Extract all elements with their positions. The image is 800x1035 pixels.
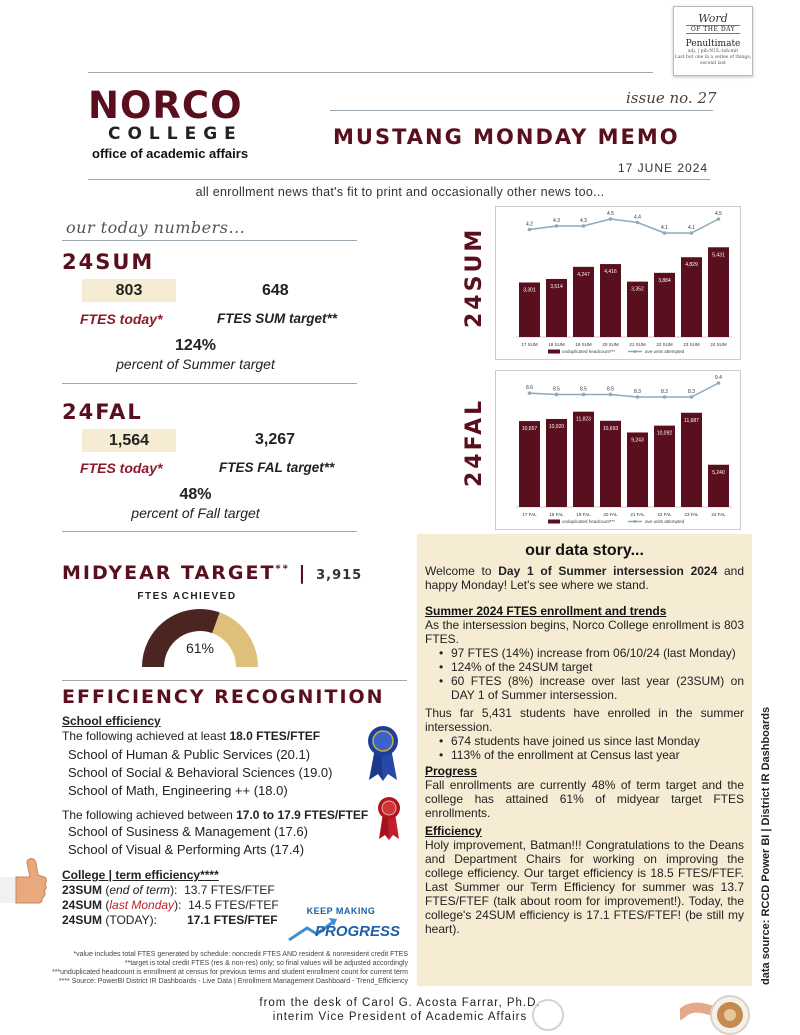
x-tick-label: 19 SUM [575,342,592,347]
tagline: all enrollment news that's fit to print and occasionally other news too... [195,185,605,199]
midyear-separator: | [298,562,308,584]
school-efficiency-heading: School efficiency [62,714,161,728]
bar-value-label: 11,687 [684,417,699,424]
sum-ftes-target: 648 [262,282,289,299]
legend-bar-swatch [548,350,560,354]
sum-rule [62,383,357,384]
data-story-panel [417,534,752,986]
legend-line-label: ave units attempted [645,349,685,354]
x-tick-label: 19 FAL [576,512,591,517]
bar-value-label: 3,514 [550,283,563,290]
office-name: office of academic affairs [92,146,249,161]
x-tick-label: 21 SUM [629,342,646,347]
coffee-ring-stain [528,995,568,1035]
ftes-achieved-label: FTES ACHIEVED [137,591,237,602]
line-value-label: 8.3 [634,389,641,395]
legend-line-label: ave units attempted [645,519,685,524]
line-point [636,221,640,225]
line-value-label: 4.5 [607,211,614,217]
line-point [663,395,667,399]
row-term: 23SUM [62,883,103,897]
group2-list [68,823,308,859]
chart-24fal [495,370,741,530]
line-value-label: 8.6 [526,385,533,392]
chart-fal-side-label: 24FAL [462,397,487,487]
line-value-label: 8.3 [688,389,695,395]
memo-date: 17 JUNE 2024 [618,161,709,175]
bar [519,421,540,507]
x-tick-label: 23 FAL [684,512,699,517]
college-efficiency-rows [62,883,279,928]
line-point [690,231,694,235]
line-value-label: 4.3 [580,218,587,224]
bar [654,426,675,507]
efficiency-row: 24SUM (TODAY): 17.1 FTES/FTEF [62,913,278,927]
x-tick-label: 17 FAL [522,512,537,517]
badge-top-text: KEEP MAKING [306,906,376,916]
midyear-sup: ** [275,563,290,575]
bar-value-label: 3,301 [523,287,536,294]
fal-ftes-today: 1,564 [82,429,176,452]
line-point [717,217,721,221]
efficiency-line-2-range: 17.0 to 17.9 FTES/FTEF [236,808,369,822]
bar-value-label: 4,247 [577,271,590,278]
wotd-subheader: OF THE DAY [686,25,740,34]
x-tick-label: 18 FAL [549,512,564,517]
bar-value-label: 10,092 [656,430,673,437]
fal-ftes-today-label: FTES today* [80,460,163,476]
bar-value-label: 10,657 [521,426,538,433]
badge-bottom-text: PROGRESS [315,923,401,940]
line-point [609,393,613,397]
row-term: 24SUM [62,898,103,912]
story-heading-summer: Summer 2024 FTES enrollment and trends [425,604,667,618]
row-value: 13.7 FTES/FTEF [184,883,275,897]
midyear-value: 3,915 [316,568,363,583]
legend-line-marker [634,350,637,353]
data-source-side-text: data source: RCCD Power BI | District IR Dashboards [760,706,772,985]
legend-line-marker [634,520,637,523]
row-paren: end of term [109,883,171,897]
bar-value-label: 5,240 [712,469,725,476]
line-value-label: 4.3 [553,218,560,224]
bar [681,257,702,337]
bar-value-label: 5,431 [712,252,725,259]
midyear-target [62,562,362,584]
line-point [717,381,721,385]
wotd-pronunciation: adj. | pih-NUL-tuh-mit [687,49,739,54]
bar [627,432,648,507]
wotd-word: Penultimate [685,39,741,49]
bar [681,413,702,507]
chart-24sum [495,206,741,360]
line-value-label: 4.2 [526,221,533,228]
story-paragraph: Thus far 5,431 students have enrolled in the summer intersession. [425,706,744,734]
footnote: ***unduplicated headcount is enrollment at census for previous terms and student enrollment count for current term [51,969,408,976]
legend-bar-label: unduplicated headcount*** [562,349,616,354]
line-point [609,217,613,221]
bar-value-label: 11,823 [576,416,591,423]
x-tick-label: 21 FAL [630,512,645,517]
story-title: our data story... [525,542,644,559]
story-intro [425,564,744,592]
bar-value-label: 10,920 [548,423,565,430]
efficiency-title: EFFICIENCY RECOGNITION [62,686,385,708]
bar [600,421,621,507]
line-point [555,224,559,228]
chart-24fal-svg [496,371,740,529]
wotd-header: Word [698,12,728,25]
today-heading: our today numbers... [66,218,246,237]
group1-school: School of Math, Engineering ++ (18.0) [68,783,288,798]
story-heading-progress: Progress [425,764,478,778]
row-term: 24SUM [62,913,103,927]
legend-bar-swatch [548,520,560,524]
coffee-cup-icon [680,985,755,1035]
story-bullet: • 113% of the enrollment at Census last year [451,748,744,762]
story-intro-b: and happy Monday! Let's see where we stand. [425,564,745,592]
line-value-label: 4.1 [688,225,695,231]
fal-percent: 48% [179,486,212,503]
x-tick-label: 20 SUM [602,342,619,347]
gauge-percent: 61% [185,640,215,656]
line-point [690,395,694,399]
sum-ftes-target-label: FTES SUM target** [217,311,338,326]
story-paragraph: As the intersession begins, Norco College enrollment is 803 FTES. [425,618,744,646]
line-value-label: 8.5 [553,386,560,393]
bar-value-label: 3,884 [658,277,671,284]
line-point [528,391,532,395]
footer-line-2: interim Vice President of Academic Affairs [272,1011,528,1023]
line-value-label: 8.3 [661,389,668,395]
midyear-gauge [140,603,260,671]
group1-list [68,746,332,800]
college-efficiency-heading: College | term efficiency**** [62,868,219,882]
top-rule [88,72,653,73]
bar-value-label: 4,416 [604,269,617,276]
fal-rule [62,531,357,532]
efficiency-rule [62,680,407,681]
fal-term-heading: 24FAL [62,400,143,424]
x-tick-label: 22 FAL [657,512,672,517]
legend-bar-label: unduplicated headcount*** [562,519,616,524]
chart-24sum-svg [496,207,740,359]
issue-rule [330,110,713,111]
footnote: *value includes total FTES generated by schedule: noncredit FTES AND resident & nonresident credit FTES [73,951,408,958]
x-tick-label: 17 SUM [521,342,538,347]
x-tick-label: 20 FAL [603,512,618,517]
wotd-definition: Last but one in a series of things; second last [674,55,752,66]
sum-ftes-today: 803 [82,279,176,302]
sum-percent-label: percent of Summer target [116,356,275,372]
sum-ftes-today-label: FTES today* [80,311,163,327]
line-point [555,393,559,397]
x-tick-label: 24 SUM [710,342,727,347]
row-value: 14.5 FTES/FTEF [188,898,279,912]
efficiency-line-1-threshold: 18.0 FTES/FTEF [229,729,321,743]
line-point [528,228,532,232]
x-tick-label: 24 FAL [711,512,726,517]
word-of-the-day-card [673,6,753,76]
bar [573,412,594,507]
row-paren: last Monday [109,898,175,912]
sum-percent: 124% [175,337,216,354]
efficiency-line-2 [62,808,368,823]
efficiency-line-2-text: The following achieved between [62,808,237,822]
line-value-label: 8.5 [607,386,614,393]
line-value-label: 4.1 [661,225,668,231]
footnotes [10,950,408,986]
sum-term-heading: 24SUM [62,250,155,274]
thumbs-up-icon [0,855,48,907]
footer-line-1: from the desk of Carol G. Acosta Farrar, Ph.D. [259,997,541,1009]
story-bullet: • 97 FTES (14%) increase from 06/10/24 (last Monday) [451,646,744,660]
keep-making-progress-badge [285,906,401,946]
x-tick-label: 22 SUM [656,342,673,347]
story-intro-a: Welcome to [425,564,499,578]
bar [708,247,729,337]
group1-school: School of Social & Behavioral Sciences (19.0) [68,765,333,780]
story-paragraph: Fall enrollments are currently 48% of term target and the college has attained 61% of midyear target FTES enrollments. [425,778,744,820]
fal-percent-label: percent of Fall target [131,505,260,521]
line-value-label: 4.5 [715,211,722,217]
efficiency-row: 23SUM (end of term): 13.7 FTES/FTEF [62,883,275,897]
red-ribbon-icon [376,795,402,841]
issue-number: issue no. 27 [626,89,717,107]
line-point [582,393,586,397]
masthead-rule [88,179,710,180]
logo-college: COLLEGE [108,124,243,144]
line-point [636,395,640,399]
story-bullet: • 674 students have joined us since last Monday [451,734,744,748]
line-point [663,231,667,235]
bar-value-label: 4,829 [685,262,698,269]
row-paren: TODAY [109,913,150,927]
story-intro-bold: Day 1 of Summer intersession 2024 [498,564,718,578]
footnote: **** Source: PowerBI District IR Dashboards - Live Data | Enrollment Management Dashboard - Trend_Efficiency [58,978,408,985]
group2-school: School of Susiness & Management (17.6) [68,824,308,839]
midyear-label: MIDYEAR TARGET [62,562,276,584]
efficiency-line-1-text: The following achieved at least [62,729,230,743]
line-value-label: 9.4 [715,375,722,381]
bar-value-label: 10,693 [602,425,619,432]
efficiency-line-1 [62,729,320,744]
story-paragraph: Holy improvement, Batman!!! Congratulations to the Deans and Department Chairs for working on improving the college efficiency. Our target efficiency is 18.5 FTES/FTEF. Last Summer our Term Efficiency for summer was 13.7 FTES/FTEF (talk about room for improvement!). Today, the college's 24SUM efficiency is 17.1 FTES/FTEF! (be still my heart). [425,838,744,936]
line-value-label: 4.4 [634,214,641,221]
chart-sum-side-label: 24SUM [462,226,487,328]
today-rule [62,240,357,241]
group1-school: School of Human & Public Services (20.1) [68,747,311,762]
line-point [582,224,586,228]
group2-school: School of Visual & Performing Arts (17.4) [68,842,305,857]
blue-ribbon-icon [366,724,400,782]
footnote: **target is total credit FTES (res & non-res) only; so final values will be adjusted accordingly [124,960,408,967]
row-value: 17.1 FTES/FTEF [186,913,278,927]
bar-value-label: 9,243 [631,437,644,444]
x-tick-label: 23 SUM [683,342,700,347]
bar-value-label: 3,352 [631,286,644,293]
x-tick-label: 18 SUM [548,342,565,347]
story-bullet: • 124% of the 24SUM target [451,660,744,674]
bar [546,419,567,507]
fal-ftes-target-label: FTES FAL target** [219,460,335,475]
line-value-label: 8.5 [580,386,587,393]
efficiency-row: 24SUM (last Monday): 14.5 FTES/FTEF [62,898,279,912]
logo-norco: NORCO [88,84,243,127]
fal-ftes-target: 3,267 [255,431,296,448]
story-bullet: • 60 FTES (8%) increase over last year (23SUM) on DAY 1 of Summer intersession. [451,674,744,702]
story-heading-efficiency: Efficiency [425,824,482,838]
memo-title: MUSTANG MONDAY MEMO [333,125,680,149]
